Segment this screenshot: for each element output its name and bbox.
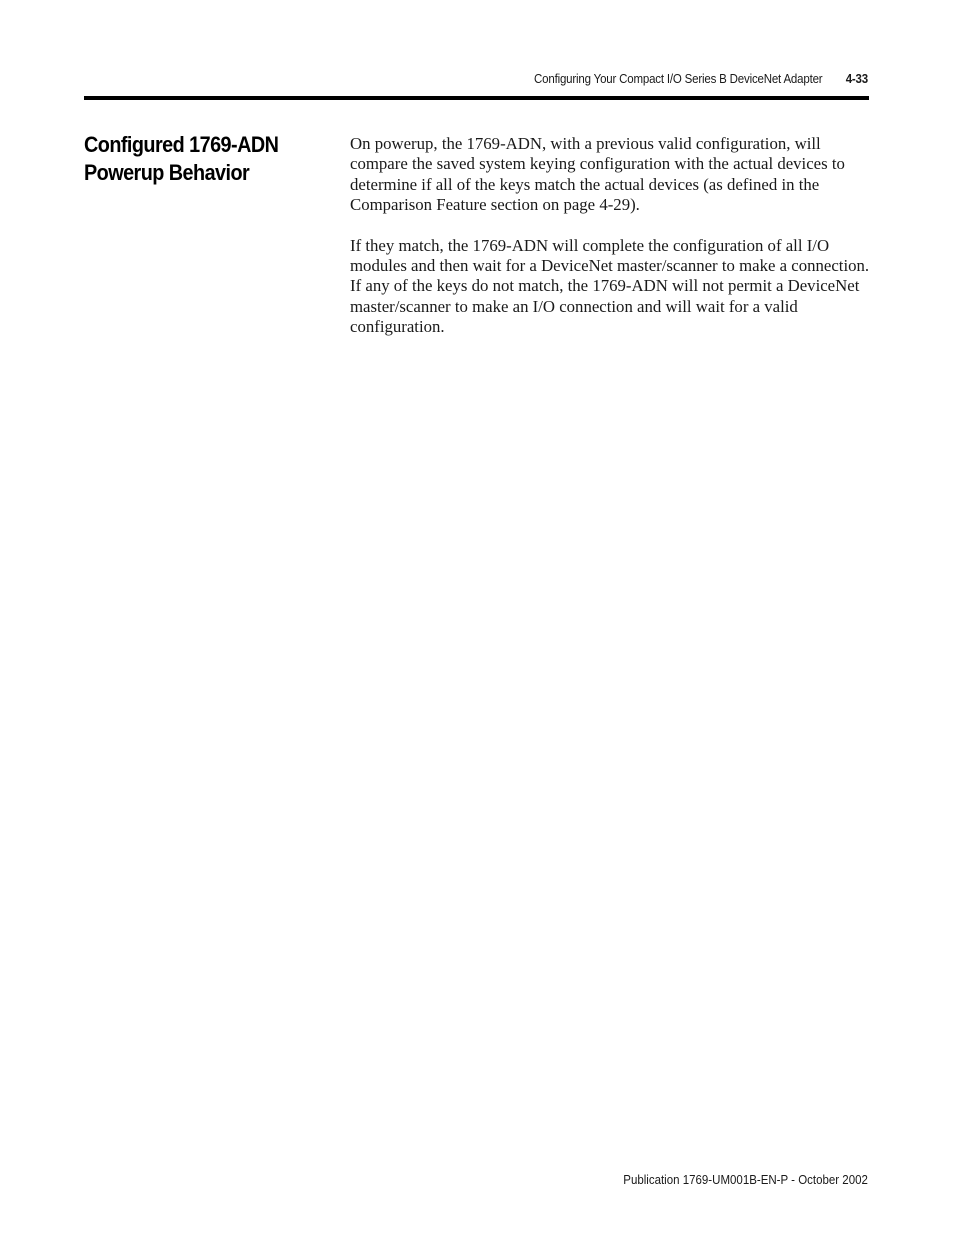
paragraph-2: If they match, the 1769-ADN will complete the configuration of all I/O modules and then wait for a DeviceNet master/scanner to make a connection. If any of the keys do not match, the 1769-ADN will not permit a DeviceNet master/scanner to make an I/O connection and will wait for a valid configuration. [350, 235, 870, 337]
body-text [350, 134, 870, 358]
section-heading [84, 131, 300, 187]
header-rule [84, 96, 869, 100]
chapter-title: Configuring Your Compact I/O Series B DeviceNet Adapter [534, 72, 823, 86]
page-number: 4-33 [845, 72, 868, 86]
section-heading-line-1: Configured 1769-ADN [84, 132, 279, 157]
paragraph-1: On powerup, the 1769-ADN, with a previous valid configuration, will compare the saved system keying configuration with the actual devices to determine if all of the keys match the actual devices (as defined in the Comparison Feature section on page 4-29). [350, 134, 845, 215]
running-header [534, 72, 868, 86]
publication-footer: Publication 1769-UM001B-EN-P - October 2002 [623, 1173, 868, 1187]
section-heading-line-2: Powerup Behavior [84, 160, 250, 185]
